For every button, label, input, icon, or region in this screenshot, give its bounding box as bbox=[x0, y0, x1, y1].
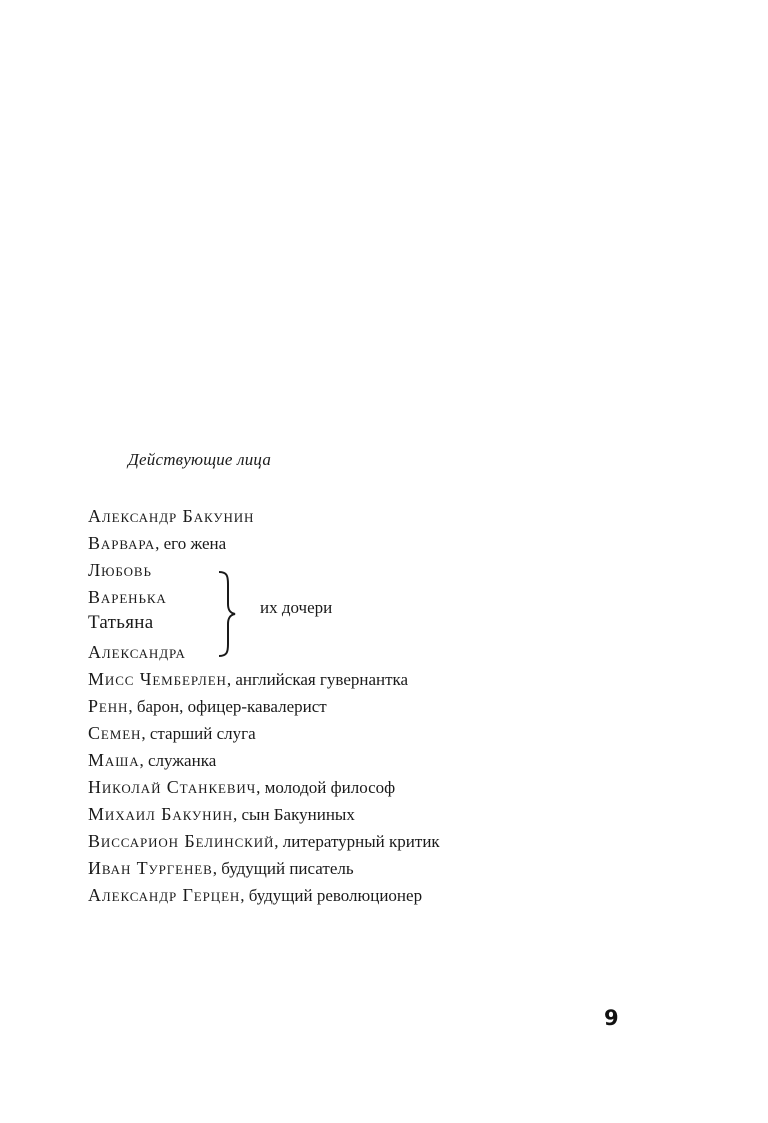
character-name: Александр Герцен bbox=[88, 885, 241, 905]
character-name: Маша bbox=[88, 750, 140, 770]
character-name: Татьяна bbox=[88, 612, 154, 633]
cast-entry bbox=[88, 506, 254, 527]
character-description: , сын Бакуниных bbox=[232, 805, 355, 824]
character-description: , его жена bbox=[155, 534, 227, 553]
cast-entry bbox=[88, 560, 152, 581]
character-name: Александр Бакунин bbox=[88, 506, 255, 526]
cast-entry bbox=[88, 669, 408, 690]
cast-entry bbox=[88, 885, 422, 906]
character-description: , служанка bbox=[139, 751, 217, 770]
cast-entry bbox=[88, 777, 395, 798]
character-description: , старший слуга bbox=[141, 724, 256, 743]
cast-entry bbox=[88, 858, 354, 879]
character-description: , будущий писатель bbox=[212, 859, 354, 878]
page-number: 9 bbox=[604, 1006, 619, 1030]
character-name: Иван Тургенев bbox=[88, 858, 213, 878]
character-description: , будущий революционер bbox=[240, 886, 423, 905]
character-description: , английская гувернантка bbox=[226, 670, 409, 689]
daughters-label: их дочери bbox=[260, 598, 333, 617]
cast-list bbox=[88, 0, 708, 1123]
character-description: , литературный критик bbox=[274, 832, 440, 851]
character-name: Семен bbox=[88, 723, 142, 743]
cast-entry bbox=[88, 750, 216, 771]
character-description: , молодой философ bbox=[256, 778, 396, 797]
character-name: Мисс Чемберлен bbox=[88, 669, 227, 689]
cast-entry bbox=[88, 613, 153, 633]
cast-entry bbox=[88, 831, 440, 852]
cast-entry bbox=[88, 804, 355, 825]
character-name: Виссарион Белинский bbox=[88, 831, 275, 851]
cast-entry bbox=[88, 696, 327, 717]
character-name: Николай Станкевич bbox=[88, 777, 257, 797]
character-name: Михаил Бакунин bbox=[88, 804, 233, 824]
cast-entry bbox=[88, 642, 186, 663]
character-name: Александра bbox=[88, 642, 186, 662]
cast-entry bbox=[88, 723, 256, 744]
cast-entry bbox=[88, 533, 226, 554]
curly-brace-icon bbox=[216, 570, 238, 658]
character-name: Любовь bbox=[88, 560, 152, 580]
cast-entry bbox=[88, 587, 167, 608]
character-name: Варенька bbox=[88, 587, 167, 607]
character-description: , барон, офицер-кавалерист bbox=[128, 697, 327, 716]
character-name: Ренн bbox=[88, 696, 129, 716]
page-heading: Действующие лица bbox=[128, 450, 272, 469]
character-name: Варвара bbox=[88, 533, 156, 553]
